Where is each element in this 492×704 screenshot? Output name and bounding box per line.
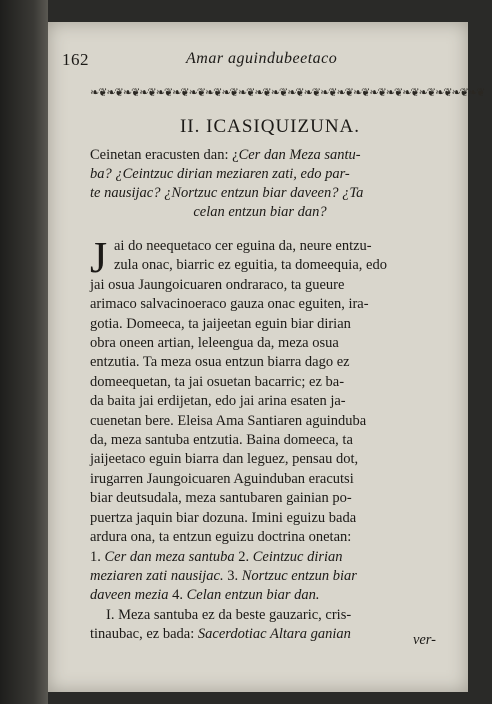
summary-line: celan entzun biar dan? bbox=[193, 204, 327, 220]
page-number: 162 bbox=[62, 50, 89, 69]
body-line: ardura ona, ta entzun eguizu doctrina onetan: bbox=[90, 529, 352, 546]
body-line: biar deutsudala, meza santubaren gainian po- bbox=[90, 490, 352, 507]
body-line: obra oneen artian, leleengua da, meza osua bbox=[90, 335, 339, 352]
body-line: arimaco salvacinoeraco gauza onac eguiten, ira- bbox=[90, 296, 369, 313]
body-line: entzutia. Ta meza osua entzun biarra dago ez bbox=[90, 354, 350, 371]
body-text bbox=[90, 233, 436, 649]
body-line: cuenetan bere. Eleisa Ama Santiaren aguinduba bbox=[90, 412, 367, 429]
book-gutter bbox=[0, 0, 48, 704]
ornamental-rule: ❧❦❧❦❧❦❧❦❧❦❧❦❧❦❧❦❧❦❧❦❧❦❧❦❧❦❧❦❧❦❧❦❧❦❧❦❧❦❧❦❧❦❧❦❧❦❧❦ bbox=[90, 86, 485, 99]
paragraph-start: I. Meza santuba ez da beste gauzaric, cris- bbox=[106, 606, 352, 623]
summary-line: ba? ¿Ceintzuc dirian meziaren zati, edo par- bbox=[90, 166, 350, 182]
body-line: puertza jaquin biar dozuna. Imini eguizu bada bbox=[90, 509, 357, 526]
body-line: jaijeetaco eguin biarra dan leguez, pensau dot, bbox=[90, 451, 359, 468]
body-line: ai do neequetaco cer eguina da, neure entzu- bbox=[114, 238, 372, 254]
body-line: da, meza santuba entzutia. Baina domeeca, ta bbox=[90, 432, 353, 449]
summary-line: Ceinetan eracusten dan: ¿Cer dan Meza santu- bbox=[90, 147, 361, 163]
body-line: irugarren Jaungoicuaren Aguinduban eracutsi bbox=[90, 470, 354, 487]
list-line: daveen mezia 4. Celan entzun biar dan. bbox=[90, 587, 320, 604]
running-head: Amar aguindubeetaco bbox=[186, 50, 338, 67]
body-line: da baita jai erdijetan, edo jai arina esaten ja- bbox=[90, 393, 346, 410]
body-line: gotia. Domeeca, ta jaijeetan eguin biar dirian bbox=[90, 315, 351, 332]
body-line: jai osua Jaungoicuaren ondraraco, ta gueure bbox=[90, 276, 345, 293]
list-line: 1. Cer dan meza santuba 2. Ceintzuc dirian bbox=[90, 548, 343, 565]
last-line: tinaubac, ez bada: Sacerdotiac Altara ganian ver- bbox=[90, 625, 436, 644]
drop-capital: J bbox=[90, 233, 108, 282]
body-line: zula onac, biarric ez eguitia, ta domeequia, edo bbox=[114, 257, 387, 274]
body-line: domeequetan, ta jai osuetan bacarric; ez ba- bbox=[90, 373, 345, 390]
summary-line: te nausijac? ¿Nortzuc entzun biar daveen? ¿Ta bbox=[90, 185, 364, 201]
catchword: ver- bbox=[412, 632, 436, 649]
chapter-title: II. ICASIQUIZUNA. bbox=[179, 116, 361, 137]
list-line: meziaren zati nausijac. 3. Nortzuc entzun biar bbox=[90, 567, 357, 584]
chapter-summary bbox=[90, 146, 430, 222]
